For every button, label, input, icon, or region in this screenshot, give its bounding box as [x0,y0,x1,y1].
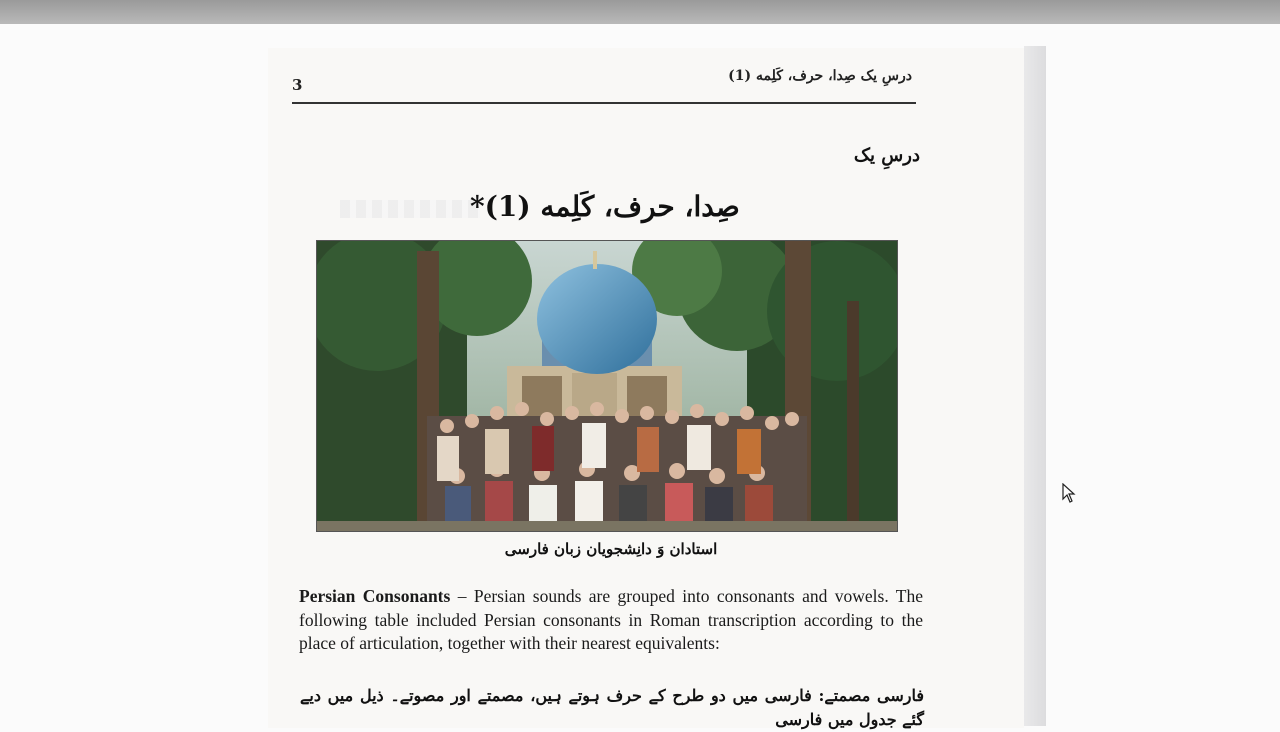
lesson-label: درسِ یک [853,145,920,166]
section-heading: Persian Consonants [299,586,451,606]
mouse-cursor-icon [1062,483,1076,503]
bleed-through-text [340,200,480,218]
urdu-paragraph: فارسی مصمتے: فارسی میں دو طرح کے حرف ہوتے ہیں، مصمتے اور مصوتے۔ ذیل میں دیے گئے جدول میں فارسی [300,686,924,729]
photo-caption: استادان وَ دانِشجویان زبان فارسی [504,540,718,558]
page-header [292,66,916,104]
page-number: 3 [292,76,303,94]
browser-top-bar [0,0,1280,24]
photo-illustration [317,241,897,531]
body-paragraph [299,585,923,656]
body-text: – Persian sounds are grouped into consonants and vowels. The following table included Persian consonants in Roman transcription according to the place of articulation, together with their nearest equivalents: [299,586,923,653]
page-edge [1024,46,1046,726]
lesson-title: صِدا، حرف، کَلِمه (1)* [470,190,740,223]
running-head: درسِ یک صِدا، حرف، کَلِمه (1) [728,68,912,84]
group-photo [316,240,898,532]
